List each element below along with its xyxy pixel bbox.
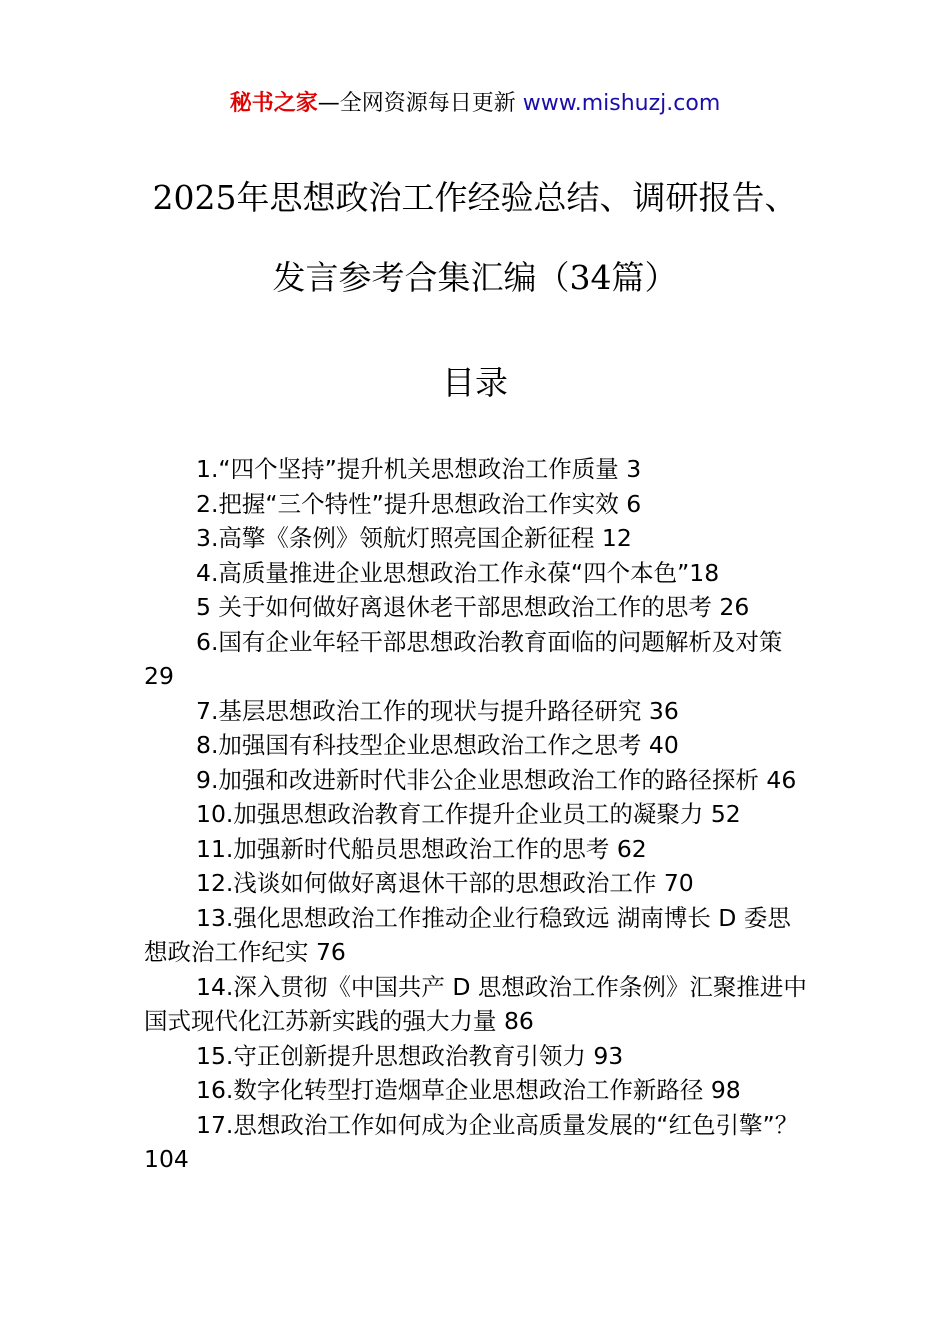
toc-item: 14.深入贯彻《中国共产 D 思想政治工作条例》汇聚推进中国式现代化江苏新实践的强大力量 86 (144, 972, 807, 1035)
toc-item: 4.高质量推进企业思想政治工作永葆“四个本色”18 (196, 558, 720, 587)
toc-item: 7.基层思想政治工作的现状与提升路径研究 36 (196, 696, 679, 725)
site-tagline: —全网资源每日更新 (317, 91, 516, 116)
toc-item: 2.把握“三个特性”提升思想政治工作实效 6 (196, 489, 642, 518)
toc-item: 16.数字化转型打造烟草企业思想政治工作新路径 98 (196, 1076, 741, 1104)
toc-item: 1.“四个坚持”提升机关思想政治工作质量 3 (196, 455, 642, 483)
table-of-contents (144, 452, 812, 1177)
toc-item: 11.加强新时代船员思想政治工作的思考 62 (196, 834, 647, 863)
toc-item: 10.加强思想政治教育工作提升企业员工的凝聚力 52 (196, 800, 741, 828)
toc-item: 12.浅谈如何做好离退休干部的思想政治工作 70 (196, 869, 694, 897)
site-url-link[interactable]: www.mishuzj.com (522, 91, 721, 116)
toc-item: 3.高擎《条例》领航灯照亮国企新征程 12 (196, 524, 632, 552)
toc-item: 17.思想政治工作如何成为企业高质量发展的“红色引擎”？104 (144, 1110, 799, 1173)
toc-item: 15.守正创新提升思想政治教育引领力 93 (196, 1041, 624, 1070)
toc-item: 8.加强国有科技型企业思想政治工作之思考 40 (196, 731, 679, 759)
site-header (0, 88, 950, 120)
toc-item: 5 关于如何做好离退休老干部思想政治工作的思考 26 (196, 593, 750, 621)
site-brand: 秘书之家 (229, 91, 318, 116)
document-title (60, 158, 890, 318)
toc-item: 9.加强和改进新时代非公企业思想政治工作的路径探析 46 (196, 765, 797, 794)
toc-item: 6.国有企业年轻干部思想政治教育面临的问题解析及对策 29 (144, 627, 783, 690)
toc-item: 13.强化思想政治工作推动企业行稳致远 湖南博长 D 委思想政治工作纪实 76 (144, 903, 791, 966)
document-title-line-2: 发言参考合集汇编（34篇） (272, 258, 678, 297)
document-title-line-1: 2025年思想政治工作经验总结、调研报告、 (152, 178, 798, 217)
toc-heading: 目录 (442, 363, 508, 402)
